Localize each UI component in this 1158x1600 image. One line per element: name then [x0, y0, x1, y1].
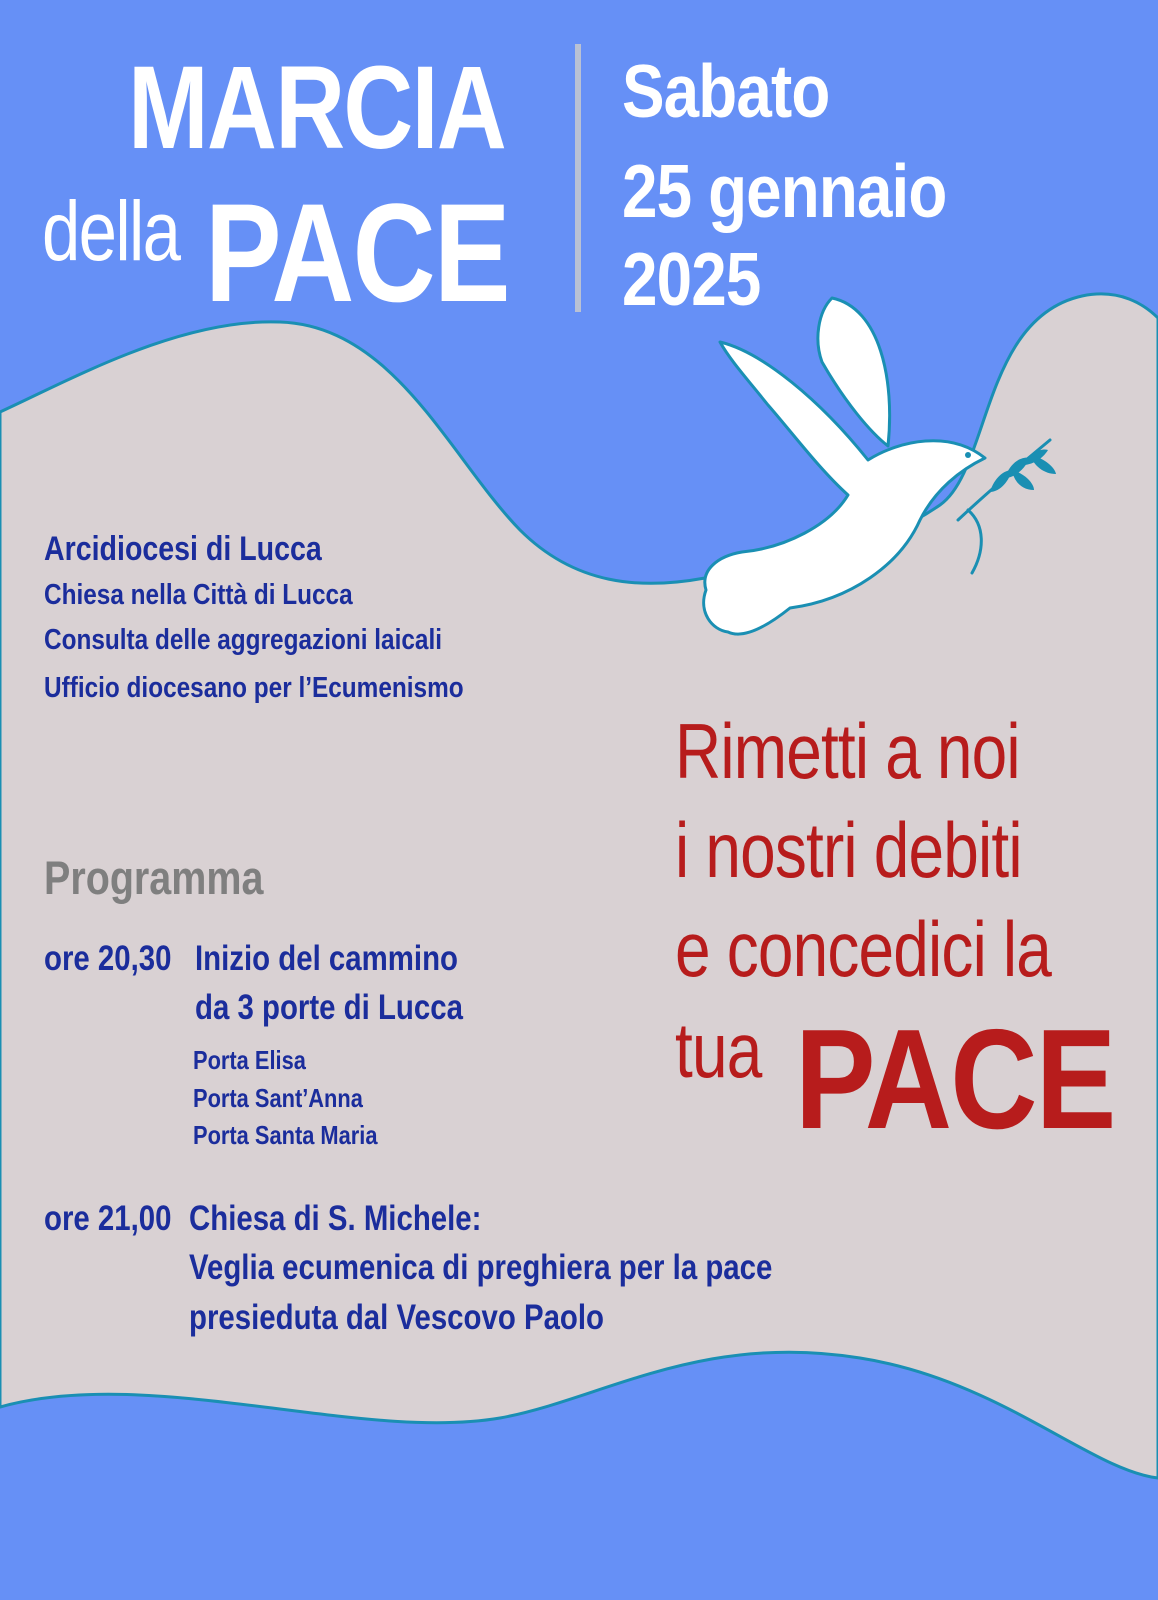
- organizer-church: Chiesa nella Città di Lucca: [44, 579, 353, 611]
- organizer-ecumenism-office: Ufficio diocesano per l’Ecumenismo: [44, 672, 464, 704]
- event1-description: Inizio del cammino: [195, 939, 459, 978]
- motto-line4: tua: [675, 1006, 762, 1094]
- title-marcia: MARCIA: [128, 42, 506, 174]
- motto-line3: e concedici la: [675, 905, 1052, 993]
- event2-line1: Veglia ecumenica di preghiera per la pace: [189, 1248, 773, 1287]
- event1-subtitle: da 3 porte di Lucca: [195, 988, 463, 1027]
- date-day-month: 25 gennaio: [622, 149, 947, 233]
- title-della: della: [42, 184, 180, 278]
- gate-porta-santanna: Porta Sant’Anna: [193, 1083, 363, 1113]
- title-divider: [575, 44, 581, 312]
- motto-line2: i nostri debiti: [675, 806, 1022, 894]
- date-year: 2025: [622, 237, 761, 321]
- motto-pace-emphasis: PACE: [795, 1000, 1115, 1159]
- event2-line2: presieduta dal Vescovo Paolo: [189, 1298, 605, 1337]
- organizer-archdiocese: Arcidiocesi di Lucca: [44, 530, 322, 568]
- event2-description: Chiesa di S. Michele:: [189, 1199, 482, 1238]
- title-pace: PACE: [205, 174, 509, 331]
- programme-heading: Programma: [44, 851, 264, 904]
- gate-porta-santa-maria: Porta Santa Maria: [193, 1120, 378, 1150]
- organizer-consulta: Consulta delle aggregazioni laicali: [44, 624, 442, 656]
- event2-time: ore 21,00: [44, 1199, 172, 1238]
- event1-time: ore 20,30: [44, 939, 172, 978]
- date-day: Sabato: [622, 49, 830, 133]
- gate-porta-elisa: Porta Elisa: [193, 1045, 306, 1075]
- motto-line1: Rimetti a noi: [675, 707, 1020, 795]
